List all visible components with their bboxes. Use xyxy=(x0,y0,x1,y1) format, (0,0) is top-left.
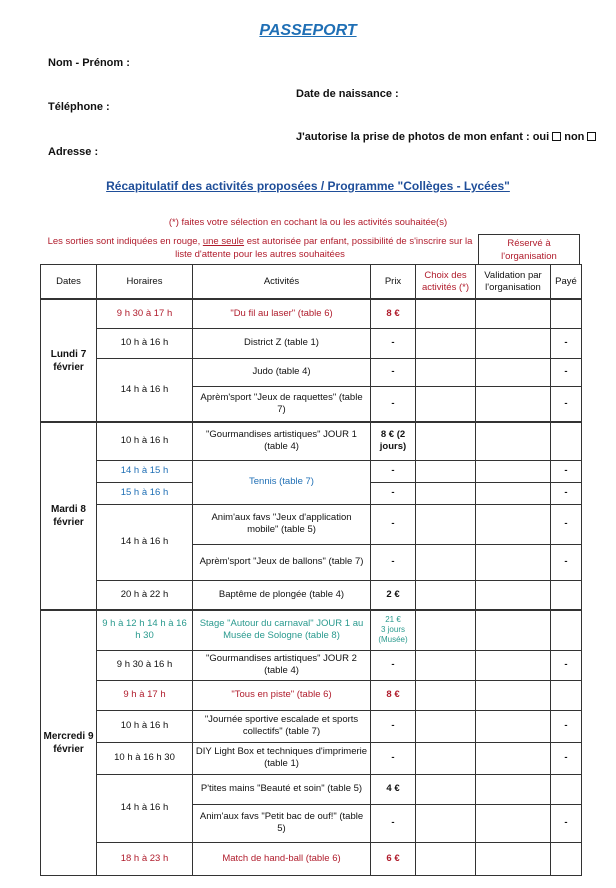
table-row: 10 h à 16 h 30 DIY Light Box et techniques d'imprimerie (table 1) - - xyxy=(41,742,582,774)
table-row: 14 h à 16 h Anim'aux favs "Jeux d'application mobile" (table 5) - - xyxy=(41,504,582,544)
choice-cell[interactable] xyxy=(416,386,476,422)
table-row: 14 h à 15 h Tennis (table 7) - - xyxy=(41,460,582,482)
choice-cell[interactable] xyxy=(416,580,476,610)
table-row: Lundi 7 février 9 h 30 à 17 h "Du fil au laser" (table 6) 8 € xyxy=(41,299,582,328)
choice-cell[interactable] xyxy=(416,774,476,804)
header-validation: Validation par l'organisation xyxy=(476,265,551,300)
choice-cell[interactable] xyxy=(416,650,476,680)
selection-note: (*) faites votre sélection en cochant la ou les activités souhaitée(s) xyxy=(168,217,448,228)
choice-cell[interactable] xyxy=(416,482,476,504)
choice-cell[interactable] xyxy=(416,544,476,580)
table-row: Aprèm'sport "Jeux de raquettes" (table 7) - - xyxy=(41,386,582,422)
table-row: Mercredi 9 février 9 h à 12 h 14 h à 16 h 30 Stage "Autour du carnaval" JOUR 1 au Musée de Sologne (table 8) 21 € 3 jours (Musée) xyxy=(41,610,582,650)
photo-consent xyxy=(296,131,599,143)
header-activites: Activités xyxy=(193,265,371,300)
table-row: 10 h à 16 h District Z (table 1) - - xyxy=(41,328,582,358)
choice-cell[interactable] xyxy=(416,422,476,460)
checkbox-oui[interactable] xyxy=(552,132,561,141)
header-horaires: Horaires xyxy=(97,265,193,300)
choice-cell[interactable] xyxy=(416,328,476,358)
day-mardi: Mardi 8 février xyxy=(41,422,97,610)
choice-cell[interactable] xyxy=(416,504,476,544)
birth-date-label: Date de naissance : xyxy=(296,88,399,100)
table-row: 10 h à 16 h "Journée sportive escalade et sports collectifs" (table 7) - - xyxy=(41,710,582,742)
program-subtitle: Récapitulatif des activités proposées / Programme "Collèges - Lycées" xyxy=(106,179,510,193)
address-label: Adresse : xyxy=(48,146,99,158)
table-row: 9 h 30 à 16 h "Gourmandises artistiques" JOUR 2 (table 4) - - xyxy=(41,650,582,680)
day-lundi: Lundi 7 février xyxy=(41,299,97,422)
table-row: Anim'aux favs "Petit bac de ouf!" (table 5) - - xyxy=(41,804,582,842)
choice-cell[interactable] xyxy=(416,842,476,875)
table-row: 20 h à 22 h Baptême de plongée (table 4) 2 € xyxy=(41,580,582,610)
table-row: Mardi 8 février 10 h à 16 h "Gourmandises artistiques" JOUR 1 (table 4) 8 € (2 jours) xyxy=(41,422,582,460)
outings-note: Les sorties sont indiquées en rouge, une seule est autorisée par enfant, possibilité de s'inscrire sur la liste d'attente pour les autres souhaitées xyxy=(47,236,473,260)
header-choix: Choix des activités (*) xyxy=(416,265,476,300)
phone-label: Téléphone : xyxy=(48,101,110,113)
table-header-row xyxy=(41,265,582,300)
name-label: Nom - Prénom : xyxy=(48,57,130,69)
choice-cell[interactable] xyxy=(416,742,476,774)
choice-cell[interactable] xyxy=(416,680,476,710)
table-row: 14 h à 16 h Judo (table 4) - - xyxy=(41,358,582,386)
choice-cell[interactable] xyxy=(416,610,476,650)
page-title: PASSEPORT xyxy=(259,22,357,39)
table-row: 18 h à 23 h Match de hand-ball (table 6) 6 € xyxy=(41,842,582,875)
table-row: 9 h à 17 h "Tous en piste" (table 6) 8 € xyxy=(41,680,582,710)
table-row: 15 h à 16 h - - xyxy=(41,482,582,504)
day-mercredi: Mercredi 9 février xyxy=(41,610,97,875)
choice-cell[interactable] xyxy=(416,804,476,842)
table-row: 14 h à 16 h P'tites mains "Beauté et soin" (table 5) 4 € xyxy=(41,774,582,804)
checkbox-non[interactable] xyxy=(587,132,596,141)
photo-consent-label: J'autorise la prise de photos de mon enfant : oui xyxy=(296,131,550,143)
header-paye: Payé xyxy=(551,265,582,300)
header-prix: Prix xyxy=(371,265,416,300)
choice-cell[interactable] xyxy=(416,710,476,742)
header-dates: Dates xyxy=(41,265,97,300)
choice-cell[interactable] xyxy=(416,460,476,482)
choice-cell[interactable] xyxy=(416,299,476,328)
reserved-header: Réservé à l'organisation xyxy=(478,234,580,264)
table-row: Aprèm'sport "Jeux de ballons" (table 7) - - xyxy=(41,544,582,580)
choice-cell[interactable] xyxy=(416,358,476,386)
activities-table xyxy=(40,264,582,876)
photo-consent-no: non xyxy=(564,131,585,143)
